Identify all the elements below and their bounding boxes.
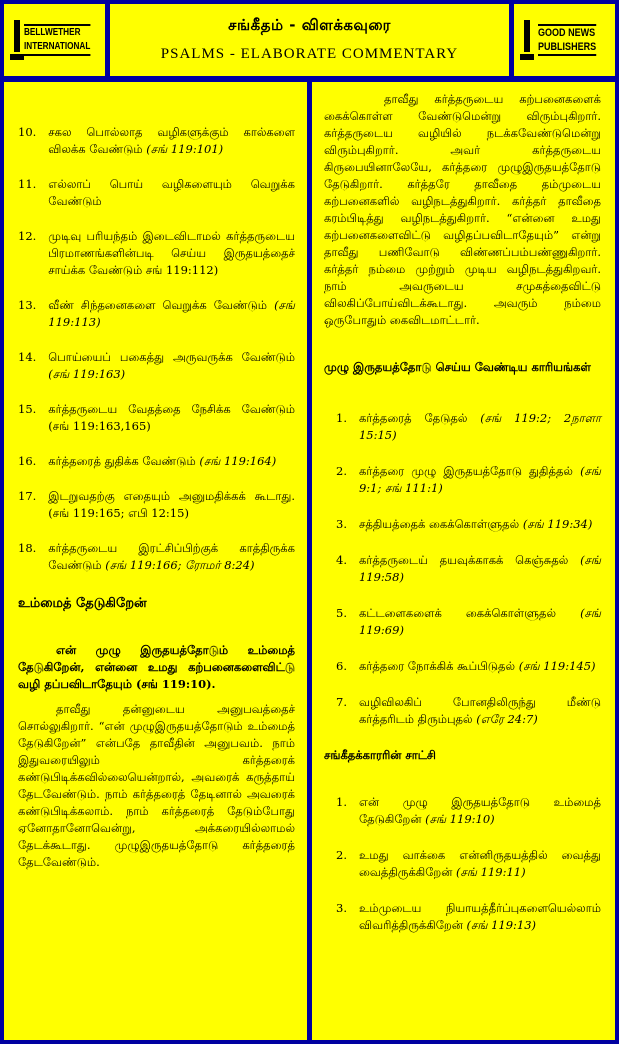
item-text: கர்த்தரை நோக்கிக் கூப்பிடுதல் [358, 659, 516, 673]
item-text: கர்த்தரை முழு இருதயத்தோடு துதித்தல் [358, 464, 573, 478]
item-number: 3. [336, 517, 347, 531]
item-text: வீண் சிந்தனைகளை வெறுக்க வேண்டும் [48, 298, 268, 312]
item-text: வழிவிலகிப் போனதிலிருந்து மீண்டு கர்த்தரிடம் திரும்புதல் [358, 695, 601, 726]
item-text: பொய்யைப் பகைத்து அருவருக்க வேண்டும் [48, 350, 295, 364]
verse-quote: என் முழு இருதயத்தோடும் உம்மைத் தேடுகிறேன், என்னை உமது கற்பனைகளைவிட்டு வழி தப்பவிடாதேயும் (சங் 119:10). [18, 643, 295, 691]
list-item [336, 516, 601, 533]
bellwether-logo [4, 4, 105, 76]
lamp-icon [520, 18, 534, 62]
item-reference: (சங் 119:113) [48, 298, 295, 329]
item-reference: (சங் 119:163) [48, 367, 126, 381]
item-number: 1. [336, 411, 347, 425]
commentary-paragraph: தாவீது கர்த்தருடைய கற்பனைகளைக் கைக்கொள்ள வேண்டுமென்று விரும்புகிறார். கர்த்தருடைய வழியில் நடக்கவேண்டுமென்று விரும்புகிறார். அவர் கர்த்தருடைய கிருபையினாலேயே, கர்த்தரை முழுஇருதயத்தோடு தேடுகிறார். கர்த்தரே தாவீதை தம்முடைய கற்பனைகளில் வழிநடத்துகிறார். கர்த்தர் தாவீதை கரம்பிடித்து வழிநடத்துகிறார். “என்னை உமது கற்பனைகளைவிட்டு வழிதப்பவிடாதேயும்” என்று தாவீது பணிவோடு விண்ணப்பம்பண்ணுகிறார். கர்த்தர் நம்மை முற்றும் முடிய வழிநடத்துகிறவர். நாம் அவருடைய சமுகத்தைவிட்டு விலகிப்போய்விடக்கூடாது. அவரும் நம்மை ஒருபோதும் கைவிடமாட்டார். [324, 92, 601, 327]
list-item [18, 540, 295, 574]
list-item [336, 900, 601, 934]
list-item [18, 453, 295, 470]
item-number: 2. [336, 464, 347, 478]
item-reference: (சங் 119:145) [518, 659, 596, 673]
item-text: கட்டளைகளைக் கைக்கொள்ளுதல் [358, 606, 557, 620]
item-number: 6. [336, 659, 347, 673]
item-number: 14. [18, 350, 37, 364]
item-number: 3. [336, 901, 347, 915]
item-text: சத்தியத்தைக் கைக்கொள்ளுதல் [358, 517, 520, 531]
item-number: 13. [18, 298, 37, 312]
list-item [336, 410, 601, 444]
list-item [336, 847, 601, 881]
item-text: எல்லாப் பொய் வழிகளையும் வெறுக்க வேண்டும் [48, 177, 295, 208]
commentary-paragraph: தாவீது தன்னுடைய அனுபவத்தைச் சொல்லுகிறார். “என் முழுஇருதயத்தோடும் உம்மைத் தேடுகிறேன்” என்பதே தாவீதின் அனுபவம். நாம் இதுவரையிலும் கர்த்தரைக் கண்டுபிடிக்கவில்லையென்றால், அவரைக் கருத்தாய் தேடவேண்டும். நாம் கர்த்தரைத் தேடினால் அவரைக் கண்டுபிடிக்கலாம். நாம் கர்த்தரைத் தேடும்போது ஏனோதானோவென்று, அக்கரையில்லாமல் தேடக்கூடாது. முழுஇருதயத்தோடு கர்த்தரைத் தேடவேண்டும். [18, 702, 295, 869]
section-heading: சங்கீதக்காரரின் சாட்சி [324, 748, 436, 762]
item-reference: (சங் 119:11) [456, 865, 526, 879]
item-text: என் முழு இருதயத்தோடு உம்மைத் தேடுகிறேன் [358, 795, 601, 826]
left-column [4, 82, 307, 1040]
list-item [18, 124, 295, 158]
item-reference: (சங் 119:34) [522, 517, 593, 531]
psalmist-testimony-list [324, 794, 601, 934]
item-reference: (சங் 119:164) [199, 454, 277, 468]
list-item [336, 658, 601, 675]
item-reference: (சங் 119:101) [146, 142, 224, 156]
item-text: சகல பொல்லாத வழிகளுக்கும் கால்களை விலக்க வேண்டும் [48, 125, 295, 156]
item-reference: (எரே 24:7) [476, 712, 538, 726]
item-number: 4. [336, 553, 347, 567]
logo-line-2: INTERNATIONAL [24, 41, 91, 52]
list-item [336, 552, 601, 586]
torch-icon [10, 18, 20, 62]
list-item [18, 297, 295, 331]
item-text: கர்த்தருடைய் தயவுக்காகக் கெஞ்சுதல் [358, 553, 569, 567]
section-heading: முழு இருதயத்தோடு செய்ய வேண்டிய காரியங்கள் [324, 360, 591, 374]
item-text: உம்முடைய நியாயத்தீர்ப்புகளையெல்லாம் விவரித்திருக்கிறேன் [358, 901, 601, 932]
item-number: 2. [336, 848, 347, 862]
list-item [336, 794, 601, 828]
list-item [18, 349, 295, 383]
item-number: 12. [18, 229, 37, 243]
list-item [336, 463, 601, 497]
list-item [18, 228, 295, 279]
section-heading: உம்மைத் தேடுகிறேன் [18, 596, 147, 611]
item-number: 16. [18, 454, 37, 468]
good-news-logo-text [538, 24, 596, 56]
logo-line-1: GOOD NEWS [538, 27, 596, 39]
item-number: 1. [336, 795, 347, 809]
good-news-logo-panel [514, 4, 615, 76]
header-title-panel [110, 4, 509, 76]
item-reference: (சங் 119:166; ரோமர் 8:24) [105, 558, 255, 572]
item-text: இடறுவதற்கு எதையும் அனுமதிக்கக் கூடாது. (சங் 119:165; எபி 12:15) [48, 489, 295, 520]
list-item [336, 605, 601, 639]
item-reference: (சங் 9:1; சங் 111:1) [358, 464, 601, 495]
good-news-logo [514, 4, 615, 76]
item-number: 5. [336, 606, 347, 620]
item-reference: (சங் 119:2; 2நாளா 15:15) [358, 411, 602, 442]
left-numbered-list [18, 124, 295, 574]
item-number: 17. [18, 489, 37, 503]
list-item [336, 694, 601, 728]
list-item [18, 401, 295, 435]
item-reference: (சங் 119:13) [466, 918, 537, 932]
item-number: 7. [336, 695, 347, 709]
list-item [18, 176, 295, 210]
item-text: கர்த்தருடைய வேதத்தை நேசிக்க வேண்டும் (சங் 119:163,165) [48, 402, 295, 433]
logo-line-1: BELLWETHER [24, 27, 81, 38]
item-text: கர்த்தருடைய இரட்சிப்பிற்குக் காத்திருக்க வேண்டும் [48, 541, 295, 572]
item-reference: (சங் 119:10) [425, 812, 495, 826]
item-text: கர்த்தரைத் துதிக்க வேண்டும் [48, 454, 196, 468]
list-item [18, 488, 295, 522]
item-number: 15. [18, 402, 37, 416]
item-reference: (சங் 119:69) [358, 606, 601, 637]
title-tamil: சங்கீதம் - விளக்கவுரை [228, 16, 391, 34]
item-reference: (சங் 119:58) [358, 553, 601, 584]
title-english: PSALMS - ELABORATE COMMENTARY [160, 46, 459, 62]
logo-line-2: PUBLISHERS [538, 41, 597, 53]
item-text: கர்த்தரைத் தேடுதல் [358, 411, 468, 425]
bellwether-logo-text [24, 24, 90, 56]
item-text: உமது வாக்கை என்னிருதயத்தில் வைத்து வைத்திருக்கிறேன் [358, 848, 601, 879]
item-number: 11. [18, 177, 37, 191]
item-number: 18. [18, 541, 37, 555]
wholehearted-tasks-list [324, 410, 601, 728]
item-number: 10. [18, 125, 37, 139]
bellwether-logo-panel [4, 4, 105, 76]
right-column [312, 82, 615, 1040]
item-text: முடிவு பரியந்தம் இடைவிடாமல் கர்த்தருடைய பிரமாணங்களின்படி செய்ய இருதயத்தைச் சாய்க்க வேண்டும் சங் 119:112) [48, 229, 295, 277]
